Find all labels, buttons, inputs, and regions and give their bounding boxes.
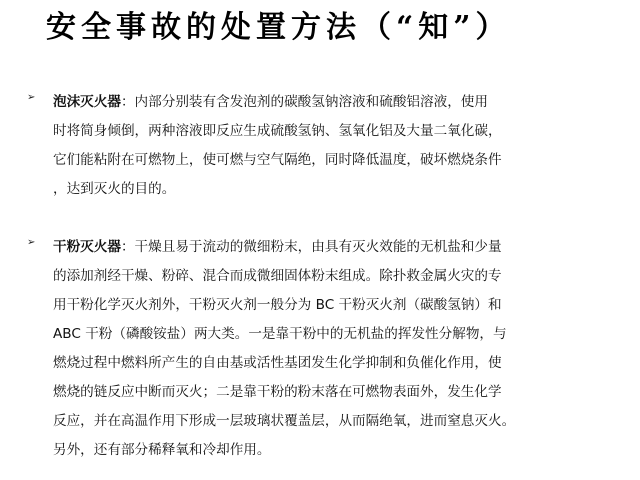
bullet-line (53, 88, 633, 117)
bullet-line: 另外，还有部分稀释氧和冷却作用。 (53, 442, 271, 458)
bullet-line: 时将简身倾倒，两种溶液即反应生成硫酸氢钠、氢氧化铝及大量二氧化碳， (53, 123, 502, 139)
bullet-text (53, 233, 633, 465)
bullet-line: ABC 干粉（磷酸铵盐）两大类。一是靠干粉中的无机盐的挥发性分解物，与 (53, 326, 507, 342)
bullet-line: 反应，并在高温作用下形成一层玻璃状覆盖层，从而隔绝氧，进而窒息灭火。 (53, 413, 516, 429)
bullet-line: 用干粉化学灭火剂外，干粉灭火剂一般分为 BC 干粉灭火剂（碳酸氢钠）和 (53, 297, 502, 313)
bullet-line: ，达到灭火的目的。 (53, 181, 176, 197)
bullet-line: 燃烧过程中燃料所产生的自由基或活性基团发生化学抑制和负催化作用，使 (53, 355, 502, 371)
bullet-line-text: ：内部分别装有含发泡剂的碳酸氢钠溶液和硫酸铝溶液，使用 (120, 94, 488, 110)
page-title: 安全事故的处置方法（“知”） (46, 10, 511, 45)
arrow-bullet-icon: ➢ (27, 237, 36, 248)
bullet-term: 泡沫灭火器 (53, 94, 121, 110)
arrow-bullet-icon: ➢ (27, 92, 36, 103)
bullet-line (53, 233, 633, 262)
bullet-line-text: ：干燥且易于流动的微细粉末，由具有灭火效能的无机盐和少量 (120, 239, 502, 255)
bullet-line: 燃烧的链反应中断而灭火；二是靠干粉的粉末落在可燃物表面外，发生化学 (53, 384, 502, 400)
bullet-term: 干粉灭火器 (53, 239, 121, 255)
bullet-text (53, 88, 633, 204)
bullet-line: 它们能粘附在可燃物上，使可燃与空气隔绝，同时降低温度，破坏燃烧条件 (53, 152, 502, 168)
bullet-line: 的添加剂经干燥、粉碎、混合而成微细固体粉末组成。除扑救金属火灾的专 (53, 268, 502, 284)
